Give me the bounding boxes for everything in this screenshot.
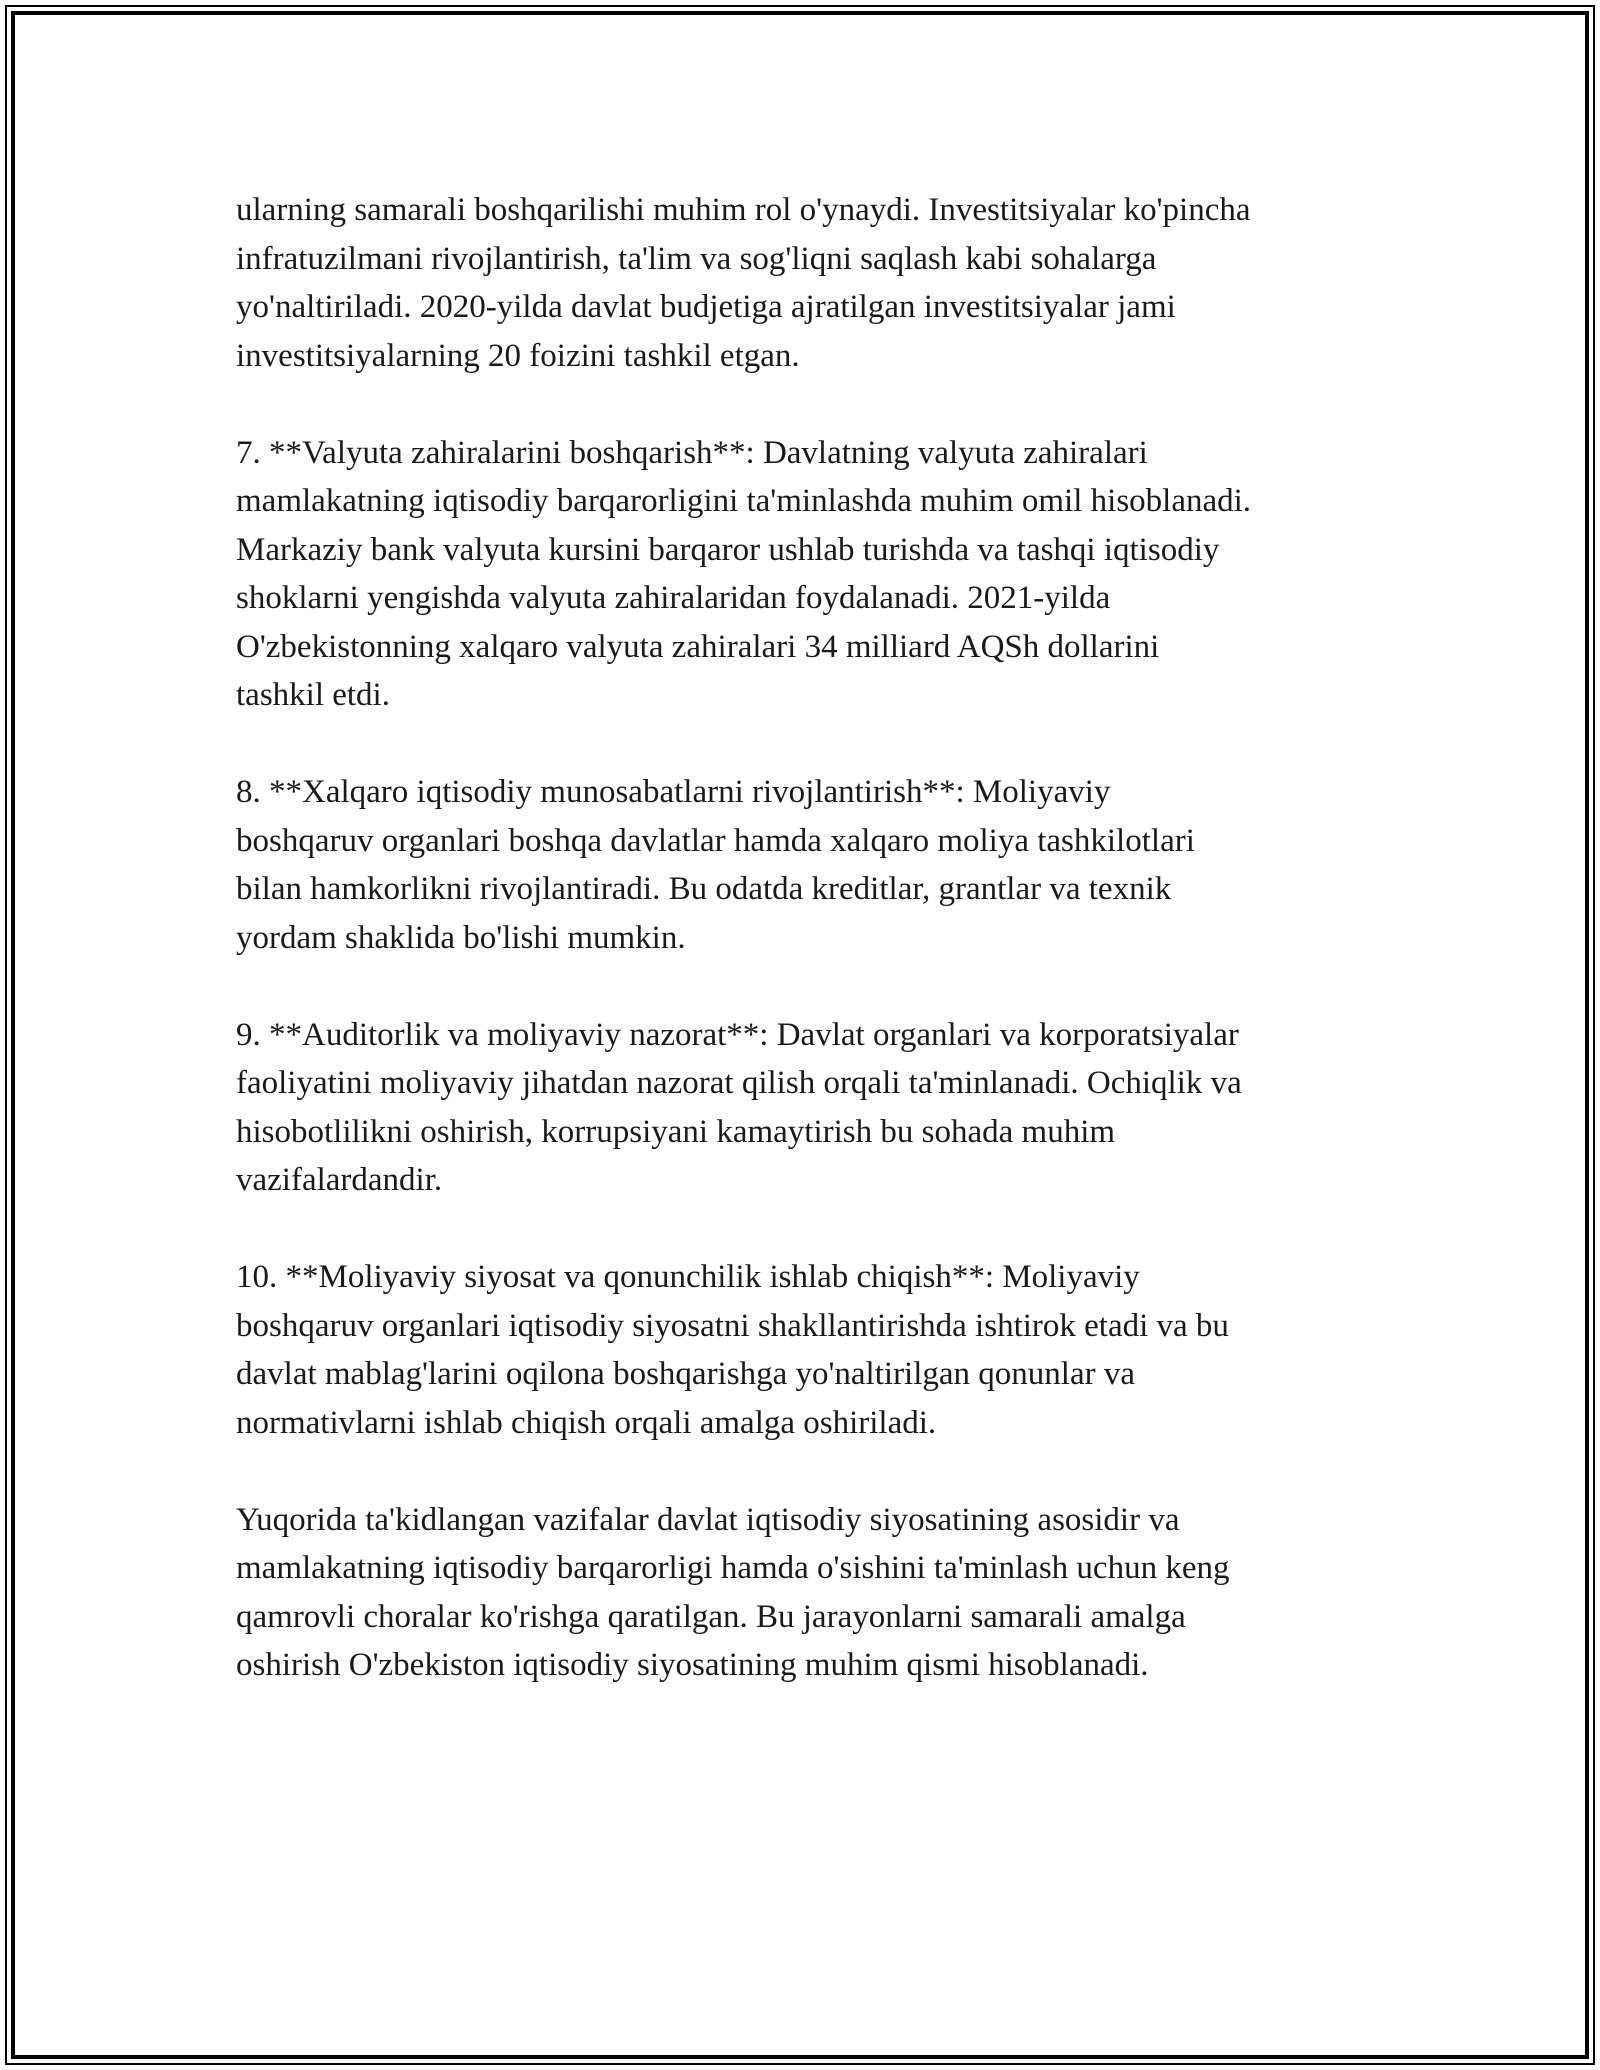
paragraph-conclusion: Yuqorida ta'kidlangan vazifalar davlat iqtisodiy siyosatining asosidir va mamlakatning iqtisodiy barqarorligi hamda o'sishini ta'minlash uchun keng qamrovli choralar ko'rishga qaratilgan. Bu jarayonlarni samarali amalga oshirish O'zbekiston iqtisodiy siyosatining muhim qismi hisoblanadi. — [236, 1501, 1230, 1683]
paragraph-investments-continued: ularning samarali boshqarilishi muhim rol o'ynaydi. Investitsiyalar ko'pincha infratuzilmani rivojlantirish, ta'lim va sog'liqni saqlash kabi sohalarga yo'naltiriladi. 2020-yilda davlat budjetiga ajratilgan investitsiyalar jami investitsiyalarning 20 foizini tashkil etgan. — [236, 192, 1251, 374]
paragraph-item-7-currency-reserves: 7. **Valyuta zahiralarini boshqarish**: Davlatning valyuta zahiralari mamlakatning iqtisodiy barqarorligini ta'minlashda muhim omil hisoblanadi. Markaziy bank valyuta kursini barqaror ushlab turishda va tashqi iqtisodiy shoklarni yengishda valyuta zahiralaridan foydalanadi. 2021-yilda O'zbekistonning xalqaro valyuta zahiralari 34 milliard AQSh dollarini tashkil etdi. — [236, 434, 1252, 713]
paragraph-item-8-international-relations: 8. **Xalqaro iqtisodiy munosabatlarni rivojlantirish**: Moliyaviy boshqaruv organlari boshqa davlatlar hamda xalqaro moliya tashkilotlari bilan hamkorlikni rivojlantiradi. Bu odatda kreditlar, grantlar va texnik yordam shaklida bo'lishi mumkin. — [236, 774, 1195, 956]
paragraph-item-9-audit-control: 9. **Auditorlik va moliyaviy nazorat**: Davlat organlari va korporatsiyalar faoliyatini moliyaviy jihatdan nazorat qilish orqali ta'minlanadi. Ochiqlik va hisobotlilikni oshirish, korrupsiyani kamaytirish bu sohada muhim vazifalardandir. — [236, 1016, 1242, 1198]
document-body — [236, 186, 1406, 1738]
paragraph-item-10-financial-policy: 10. **Moliyaviy siyosat va qonunchilik ishlab chiqish**: Moliyaviy boshqaruv organlari iqtisodiy siyosatni shakllantirishda ishtirok etadi va bu davlat mablag'larini oqilona boshqarishga yo'naltirilgan qonunlar va normativlarni ishlab chiqish orqali amalga oshiriladi. — [236, 1259, 1229, 1441]
